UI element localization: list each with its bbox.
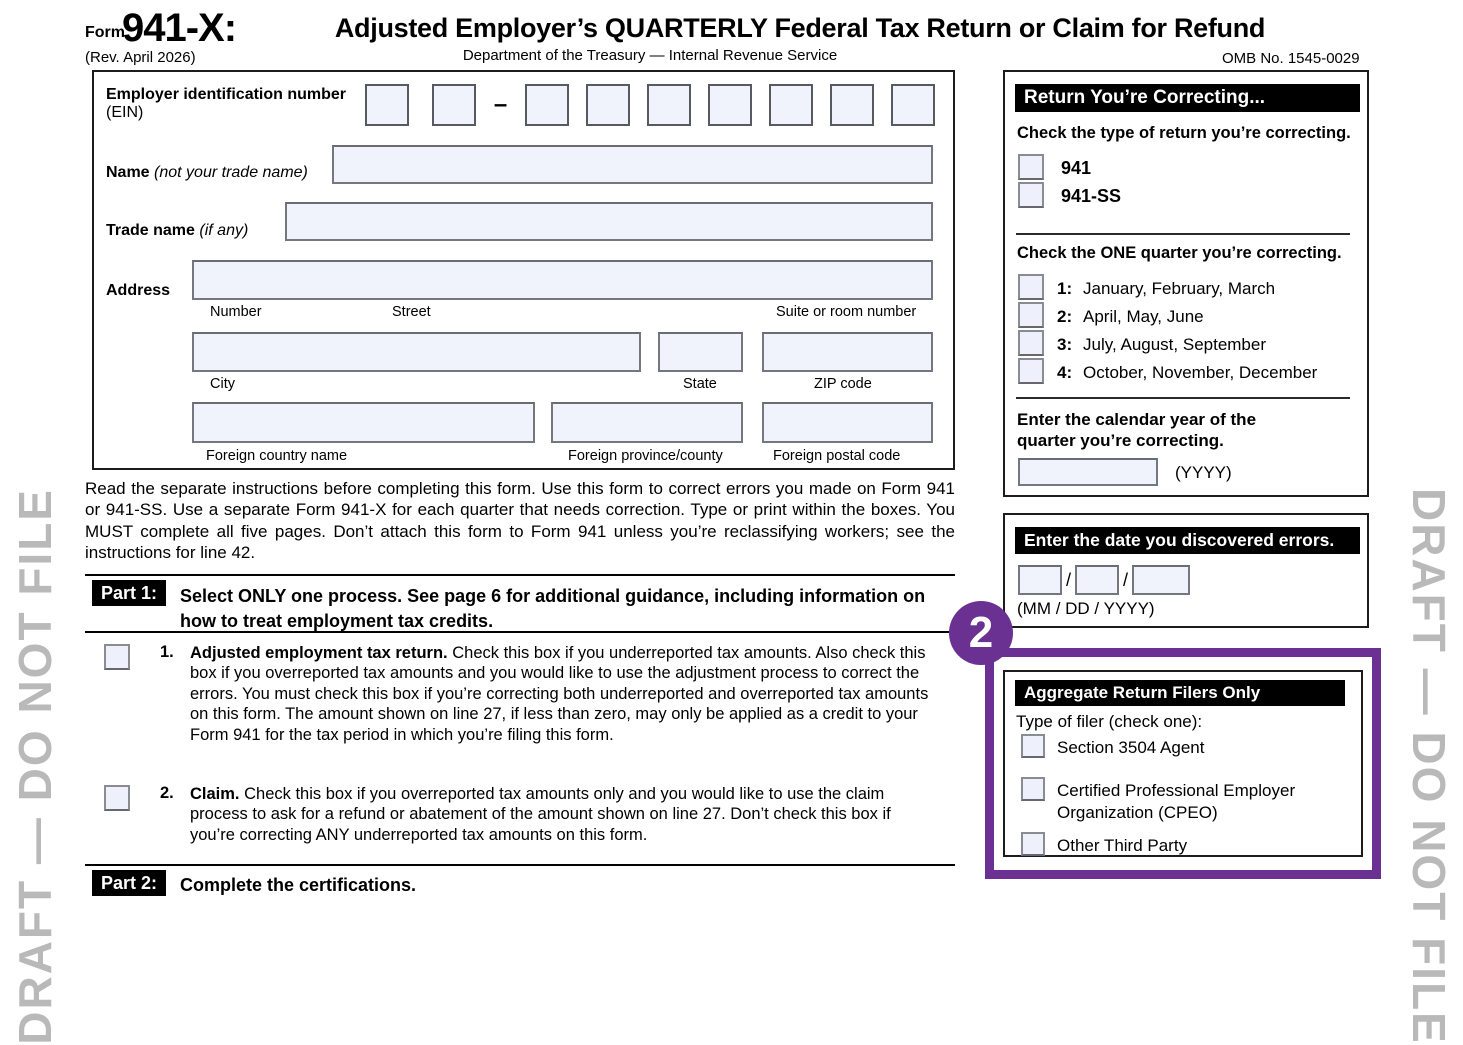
ein-dash: – (493, 91, 508, 118)
ein-box[interactable] (708, 84, 752, 126)
checkbox-quarter-4[interactable] (1018, 358, 1044, 384)
label-941ss: 941-SS (1061, 186, 1122, 206)
item-2-body: Check this box if you overreported tax amounts only and you would like to use the claim process to ask for a refund or abatement of the amount shown on line 27. Don’t check this box if you’re correcting ANY underreported tax amounts on this form. (190, 785, 891, 844)
trade-name-label-text: Trade name (106, 222, 195, 239)
name-label-text: Name (106, 164, 150, 181)
year-format-hint: (YYYY) (1175, 463, 1232, 482)
quarter-heading: Check the ONE quarter you’re correcting. (1017, 244, 1342, 262)
item-1-body: Check this box if you underreported tax amounts. Also check this box if you overreported tax amounts and you would like to use the adjustment process to correct the errors. You must check this box if you’re correcting both underreported and overreported tax amounts on this form. The amount shown on line 27, if less than zero, may only be applied as a credit to your Form 941 for the tax period in which you’re filing this form. (190, 644, 929, 744)
trade-name-label-note: (if any) (199, 222, 249, 239)
checkbox-adjusted-return[interactable] (104, 644, 130, 670)
date-field-row (1018, 565, 1190, 595)
part2-label: Part 2: (92, 870, 166, 896)
divider (1016, 397, 1350, 399)
part2-header (85, 864, 955, 904)
date-year-input[interactable] (1132, 565, 1190, 595)
identity-panel (92, 70, 955, 470)
label-941: 941 (1061, 158, 1092, 178)
part1-header (85, 574, 955, 633)
address-number-sublabel: Number (210, 304, 262, 320)
divider (1016, 233, 1350, 235)
date-discovered-panel (1003, 513, 1369, 628)
checkbox-quarter-2[interactable] (1018, 302, 1044, 328)
quarter-3-label: July, August, September (1083, 335, 1267, 354)
department-line: Department of the Treasury — Internal Revenue Service (462, 47, 838, 64)
name-label (106, 164, 308, 182)
revision-date: (Rev. April 2026) (85, 49, 196, 66)
date-format-hint: (MM / DD / YYYY) (1017, 599, 1155, 618)
city-input[interactable] (192, 332, 641, 372)
ein-label (106, 86, 361, 122)
aggregate-panel (1003, 670, 1363, 857)
ein-box[interactable] (365, 84, 409, 126)
item-1-text (190, 643, 932, 745)
item-2-lead: Claim. (190, 785, 240, 803)
checkbox-quarter-3[interactable] (1018, 330, 1044, 356)
ein-comb-field (365, 84, 935, 126)
zip-sublabel: ZIP code (814, 376, 872, 392)
date-month-input[interactable] (1018, 565, 1062, 595)
date-discovered-title: Enter the date you discovered errors. (1015, 527, 1360, 554)
checkbox-941[interactable] (1018, 154, 1044, 180)
foreign-postal-sublabel: Foreign postal code (773, 448, 901, 464)
state-input[interactable] (658, 332, 743, 372)
return-type-heading: Check the type of return you’re correcting. (1017, 124, 1351, 142)
return-correcting-title: Return You’re Correcting... (1015, 84, 1360, 112)
part1-heading: Select ONLY one process. See page 6 for additional guidance, including information on how to treat employment tax credits. (180, 586, 926, 631)
foreign-country-sublabel: Foreign country name (206, 448, 348, 464)
form-word: Form (85, 24, 125, 41)
draft-watermark-left: DRAFT — DO NOT FILE (9, 488, 61, 1045)
state-sublabel: State (683, 376, 717, 392)
return-correcting-panel (1003, 70, 1369, 497)
trade-name-label (106, 222, 248, 240)
ein-box[interactable] (432, 84, 476, 126)
ein-label-abbr: (EIN) (106, 104, 144, 121)
quarter-1-num: 1: (1057, 279, 1073, 298)
form-title: Adjusted Employer’s QUARTERLY Federal Tax Return or Claim for Refund (334, 13, 1266, 43)
trade-name-input[interactable] (285, 202, 933, 241)
item-2-text (190, 784, 932, 845)
checkbox-cpeo[interactable] (1021, 777, 1045, 801)
section-3504-agent-label: Section 3504 Agent (1057, 738, 1205, 757)
ein-box[interactable] (586, 84, 630, 126)
foreign-province-input[interactable] (551, 402, 743, 443)
part1-label: Part 1: (92, 580, 166, 606)
zip-input[interactable] (762, 332, 933, 372)
part2-heading: Complete the certifications. (180, 875, 417, 895)
address-street-input[interactable] (192, 260, 933, 300)
ein-box[interactable] (769, 84, 813, 126)
ein-box[interactable] (830, 84, 874, 126)
filer-type-subtitle: Type of filer (check one): (1016, 712, 1203, 731)
cpeo-label: Certified Professional Employer Organization (CPEO) (1057, 781, 1296, 822)
foreign-country-input[interactable] (192, 402, 535, 443)
quarter-4-num: 4: (1057, 363, 1073, 382)
address-street-sublabel: Street (392, 304, 431, 320)
year-input[interactable] (1018, 458, 1158, 486)
item-2-number: 2. (160, 784, 174, 802)
address-suite-sublabel: Suite or room number (776, 304, 917, 320)
foreign-province-sublabel: Foreign province/county (568, 448, 723, 464)
ein-box[interactable] (891, 84, 935, 126)
year-heading: Enter the calendar year of the quarter you’re correcting. (1017, 410, 1257, 450)
date-separator: / (1066, 569, 1072, 590)
name-label-note: (not your trade name) (154, 164, 308, 181)
quarter-2-num: 2: (1057, 307, 1073, 326)
date-separator: / (1123, 569, 1129, 590)
annotation-step-2-badge: 2 (949, 601, 1013, 665)
checkbox-section-3504-agent[interactable] (1021, 734, 1045, 758)
quarter-3-num: 3: (1057, 335, 1073, 354)
quarter-2-label: April, May, June (1083, 307, 1204, 326)
checkbox-quarter-1[interactable] (1018, 274, 1044, 300)
form-number: 941-X: (122, 6, 237, 50)
ein-label-text: Employer identification number (106, 86, 347, 103)
draft-watermark-right: DRAFT — DO NOT FILE (1403, 488, 1455, 1045)
omb-number: OMB No. 1545-0029 (1222, 50, 1360, 67)
city-sublabel: City (210, 376, 235, 392)
quarter-4-label: October, November, December (1083, 363, 1318, 382)
aggregate-title: Aggregate Return Filers Only (1015, 680, 1345, 706)
name-input[interactable] (332, 145, 933, 184)
address-label: Address (106, 282, 171, 299)
form-instructions-paragraph: Read the separate instructions before completing this form. Use this form to correct errors you made on Form 941 or 941-SS. Use a separate Form 941-X for each quarter that needs correction. Type or print within the boxes. You MUST complete all five pages. Don’t attach this form to Form 941 unless you’re reclassifying workers; see the instructions for line 42. (85, 479, 955, 562)
item-1-number: 1. (160, 643, 174, 661)
checkbox-claim[interactable] (104, 785, 130, 811)
other-third-party-label: Other Third Party (1057, 836, 1188, 855)
ein-box[interactable] (647, 84, 691, 126)
date-day-input[interactable] (1075, 565, 1119, 595)
ein-box[interactable] (525, 84, 569, 126)
checkbox-941ss[interactable] (1018, 182, 1044, 208)
item-1-lead: Adjusted employment tax return. (190, 644, 448, 662)
quarter-1-label: January, February, March (1083, 279, 1276, 298)
checkbox-other-third-party[interactable] (1021, 832, 1045, 856)
foreign-postal-input[interactable] (762, 402, 933, 443)
